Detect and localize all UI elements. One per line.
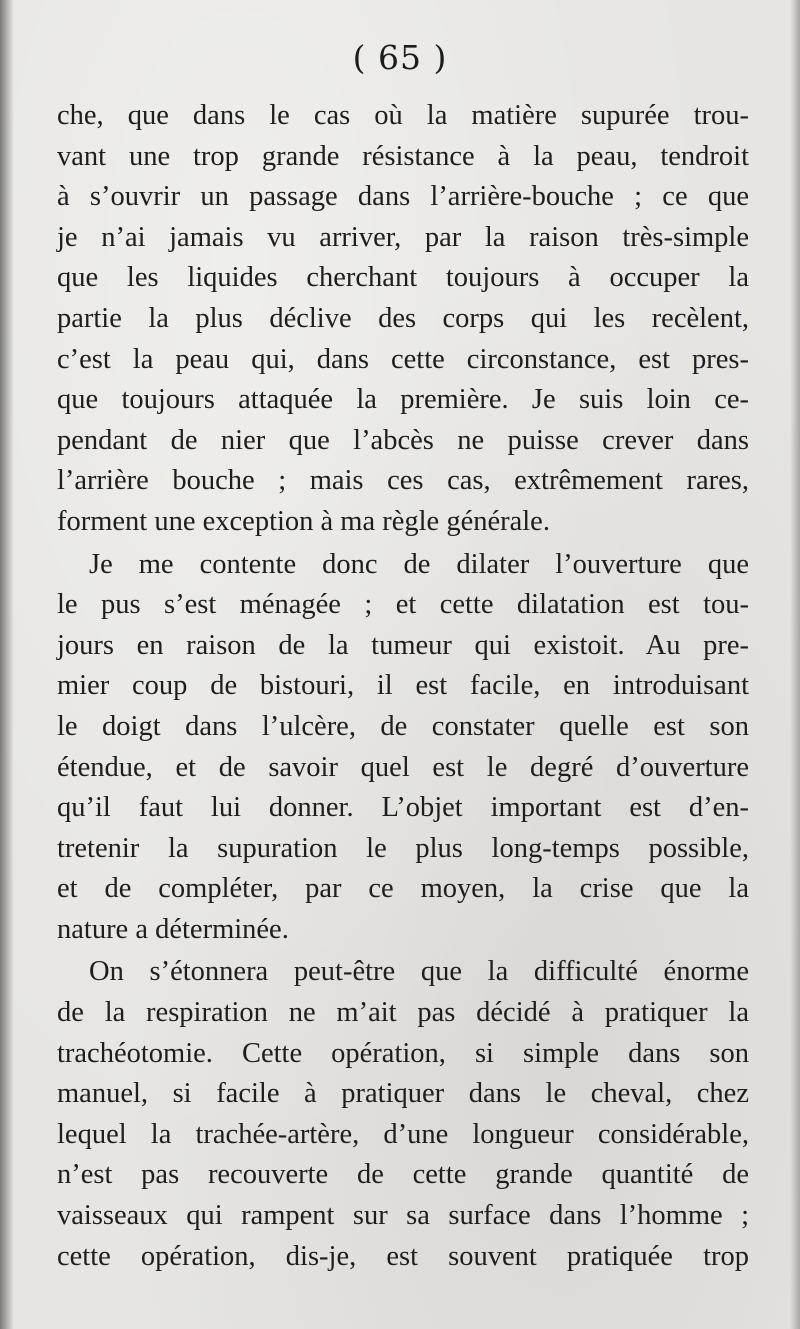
text-line: le doigt dans l’ulcère, de constater quelle est son xyxy=(57,710,749,742)
text-line: c’est la peau qui, dans cette circonstance, est pres- xyxy=(57,343,749,375)
text-line: l’arrière bouche ; mais ces cas, extrêmement rares, xyxy=(57,465,749,497)
text-line: tretenir la supuration le plus long-temps possible, xyxy=(57,832,749,864)
text-line: partie la plus déclive des corps qui les recèlent, xyxy=(57,302,749,334)
text-line: et de compléter, par ce moyen, la crise que la xyxy=(57,873,749,905)
text-line: qu’il faut lui donner. L’objet important est d’en- xyxy=(57,792,749,824)
text-line: étendue, et de savoir quel est le degré d’ouverture xyxy=(57,751,749,783)
page-number: ( 65 ) xyxy=(352,38,448,77)
body-text xyxy=(57,96,749,1277)
text-line: vaisseaux qui rampent sur sa surface dans l’homme ; xyxy=(57,1200,749,1232)
text-line: lequel la trachée-artère, d’une longueur considérable, xyxy=(57,1118,749,1150)
text-line: n’est pas recouverte de cette grande quantité de xyxy=(57,1159,749,1191)
paragraph-3 xyxy=(57,952,749,1277)
paragraph-1 xyxy=(57,96,749,543)
text-line: de la respiration ne m’ait pas décidé à pratiquer la xyxy=(57,997,749,1029)
text-line: nature a déterminée. xyxy=(57,913,289,945)
text-line: Je me contente donc de dilater l’ouverture que xyxy=(89,548,749,580)
paragraph-2 xyxy=(57,545,749,951)
text-line: le pus s’est ménagée ; et cette dilatation est tou- xyxy=(57,589,749,621)
text-line: mier coup de bistouri, il est facile, en introduisant xyxy=(57,670,749,702)
text-line: à s’ouvrir un passage dans l’arrière-bouche ; ce que xyxy=(57,181,749,213)
text-line: vant une trop grande résistance à la peau, tendroit xyxy=(57,140,749,172)
text-line: je n’ai jamais vu arriver, par la raison très-simple xyxy=(57,221,749,253)
text-line: trachéotomie. Cette opération, si simple dans son xyxy=(57,1037,749,1069)
text-line: que les liquides cherchant toujours à occuper la xyxy=(57,262,749,294)
text-line: que toujours attaquée la première. Je suis loin ce- xyxy=(57,384,749,416)
page-shadow-right xyxy=(790,0,800,1329)
page-shadow-left xyxy=(0,0,14,1329)
text-line: che, que dans le cas où la matière supurée trou- xyxy=(57,100,749,131)
text-line: cette opération, dis-je, est souvent pratiquée trop xyxy=(57,1240,749,1272)
text-line: pendant de nier que l’abcès ne puisse crever dans xyxy=(57,424,749,456)
text-line: jours en raison de la tumeur qui existoit. Au pre- xyxy=(57,629,749,661)
text-line: manuel, si facile à pratiquer dans le cheval, chez xyxy=(57,1078,749,1110)
text-line: On s’étonnera peut-être que la difficulté énorme xyxy=(89,956,749,988)
text-line: forment une exception à ma règle générale. xyxy=(57,505,550,537)
